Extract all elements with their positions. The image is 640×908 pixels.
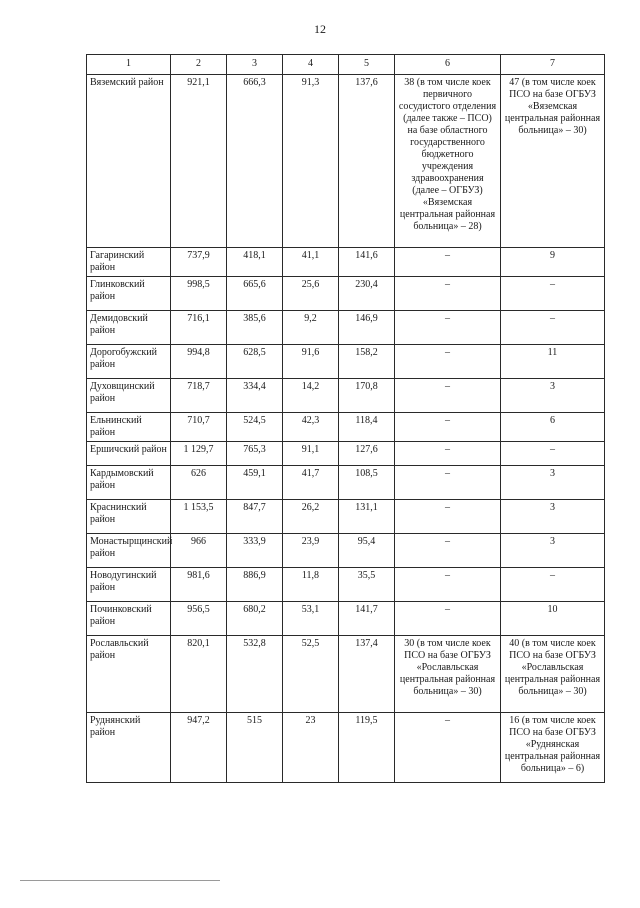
beds-cell-7: 3 (501, 500, 605, 534)
value-cell-5: 131,1 (339, 500, 395, 534)
district-name-cell: Гагаринский район (87, 248, 171, 277)
table-row (87, 442, 605, 466)
value-cell-3: 847,7 (227, 500, 283, 534)
value-cell-5: 118,4 (339, 413, 395, 442)
beds-cell-7: – (501, 442, 605, 466)
value-cell-3: 666,3 (227, 75, 283, 248)
value-cell-2: 998,5 (171, 277, 227, 311)
value-cell-5: 141,6 (339, 248, 395, 277)
table-row (87, 713, 605, 783)
value-cell-5: 141,7 (339, 602, 395, 636)
value-cell-3: 515 (227, 713, 283, 783)
table-row (87, 311, 605, 345)
value-cell-5: 127,6 (339, 442, 395, 466)
beds-cell-6: – (395, 379, 501, 413)
district-name-cell: Краснинский район (87, 500, 171, 534)
value-cell-3: 334,4 (227, 379, 283, 413)
beds-cell-7: 9 (501, 248, 605, 277)
beds-cell-6: – (395, 500, 501, 534)
district-name-cell: Демидовский район (87, 311, 171, 345)
value-cell-4: 91,1 (283, 442, 339, 466)
beds-cell-7: 3 (501, 466, 605, 500)
value-cell-5: 119,5 (339, 713, 395, 783)
column-header-1: 1 (87, 55, 171, 75)
district-name-cell: Починковский район (87, 602, 171, 636)
district-name-cell: Рославльский район (87, 636, 171, 713)
beds-cell-7: 3 (501, 379, 605, 413)
beds-cell-6: – (395, 413, 501, 442)
value-cell-4: 23 (283, 713, 339, 783)
value-cell-5: 95,4 (339, 534, 395, 568)
column-header-7: 7 (501, 55, 605, 75)
column-header-2: 2 (171, 55, 227, 75)
table-row (87, 248, 605, 277)
value-cell-5: 35,5 (339, 568, 395, 602)
beds-cell-7: 10 (501, 602, 605, 636)
value-cell-4: 14,2 (283, 379, 339, 413)
value-cell-5: 137,6 (339, 75, 395, 248)
value-cell-3: 628,5 (227, 345, 283, 379)
beds-cell-7: 16 (в том числе коек ПСО на базе ОГБУЗ «Руднянская центральная районная больница» – 6) (501, 713, 605, 783)
beds-cell-6: – (395, 442, 501, 466)
district-name-cell: Руднянский район (87, 713, 171, 783)
beds-cell-7: 3 (501, 534, 605, 568)
value-cell-2: 716,1 (171, 311, 227, 345)
value-cell-5: 230,4 (339, 277, 395, 311)
value-cell-5: 158,2 (339, 345, 395, 379)
beds-cell-6: 38 (в том числе коек первичного сосудистого отделения (далее также – ПСО) на базе областного государственного бюджетного учреждения здравоохранения (далее – ОГБУЗ) «Вяземская центральная районная больница» – 28) (395, 75, 501, 248)
value-cell-4: 25,6 (283, 277, 339, 311)
value-cell-2: 1 129,7 (171, 442, 227, 466)
beds-cell-6: – (395, 602, 501, 636)
value-cell-4: 91,3 (283, 75, 339, 248)
value-cell-2: 626 (171, 466, 227, 500)
table-row (87, 413, 605, 442)
beds-cell-6: – (395, 311, 501, 345)
column-header-3: 3 (227, 55, 283, 75)
beds-cell-7: 6 (501, 413, 605, 442)
value-cell-5: 170,8 (339, 379, 395, 413)
value-cell-3: 886,9 (227, 568, 283, 602)
table-row (87, 466, 605, 500)
value-cell-2: 820,1 (171, 636, 227, 713)
table-row (87, 568, 605, 602)
value-cell-3: 680,2 (227, 602, 283, 636)
table-row (87, 636, 605, 713)
value-cell-4: 52,5 (283, 636, 339, 713)
table-row (87, 379, 605, 413)
value-cell-2: 994,8 (171, 345, 227, 379)
beds-cell-7: 47 (в том числе коек ПСО на базе ОГБУЗ «Вяземская центральная районная больница» – 30) (501, 75, 605, 248)
value-cell-3: 333,9 (227, 534, 283, 568)
district-name-cell: Ершичский район (87, 442, 171, 466)
value-cell-5: 137,4 (339, 636, 395, 713)
footer-divider (20, 880, 220, 881)
value-cell-3: 665,6 (227, 277, 283, 311)
beds-cell-7: – (501, 277, 605, 311)
district-name-cell: Дорогобужский район (87, 345, 171, 379)
beds-cell-6: – (395, 713, 501, 783)
beds-cell-7: – (501, 311, 605, 345)
table-row (87, 277, 605, 311)
page-number: 12 (314, 22, 326, 36)
district-name-cell: Монастырщинский район (87, 534, 171, 568)
value-cell-2: 981,6 (171, 568, 227, 602)
value-cell-4: 41,1 (283, 248, 339, 277)
value-cell-4: 9,2 (283, 311, 339, 345)
district-name-cell: Глинковский район (87, 277, 171, 311)
district-name-cell: Вяземский район (87, 75, 171, 248)
value-cell-3: 418,1 (227, 248, 283, 277)
district-beds-table (86, 54, 605, 783)
district-name-cell: Кардымовский район (87, 466, 171, 500)
value-cell-3: 765,3 (227, 442, 283, 466)
table-row (87, 500, 605, 534)
value-cell-2: 921,1 (171, 75, 227, 248)
district-name-cell: Духовщинский район (87, 379, 171, 413)
value-cell-5: 146,9 (339, 311, 395, 345)
value-cell-4: 53,1 (283, 602, 339, 636)
value-cell-2: 718,7 (171, 379, 227, 413)
beds-cell-6: – (395, 466, 501, 500)
beds-cell-6: – (395, 277, 501, 311)
value-cell-4: 26,2 (283, 500, 339, 534)
value-cell-4: 41,7 (283, 466, 339, 500)
beds-cell-6: – (395, 345, 501, 379)
value-cell-3: 459,1 (227, 466, 283, 500)
beds-cell-7: – (501, 568, 605, 602)
table-row (87, 75, 605, 248)
value-cell-4: 42,3 (283, 413, 339, 442)
beds-cell-6: 30 (в том числе коек ПСО на базе ОГБУЗ «Рославльская центральная районная больница» – 30) (395, 636, 501, 713)
table-row (87, 534, 605, 568)
value-cell-2: 947,2 (171, 713, 227, 783)
value-cell-2: 956,5 (171, 602, 227, 636)
value-cell-5: 108,5 (339, 466, 395, 500)
value-cell-2: 966 (171, 534, 227, 568)
column-header-6: 6 (395, 55, 501, 75)
table-header-row (87, 55, 605, 75)
beds-cell-6: – (395, 534, 501, 568)
district-name-cell: Новодугинский район (87, 568, 171, 602)
district-name-cell: Ельнинский район (87, 413, 171, 442)
beds-cell-7: 40 (в том числе коек ПСО на базе ОГБУЗ «Рославльская центральная районная больница» – 30) (501, 636, 605, 713)
beds-cell-6: – (395, 568, 501, 602)
value-cell-2: 1 153,5 (171, 500, 227, 534)
value-cell-3: 524,5 (227, 413, 283, 442)
value-cell-4: 23,9 (283, 534, 339, 568)
value-cell-2: 710,7 (171, 413, 227, 442)
beds-cell-6: – (395, 248, 501, 277)
table-row (87, 602, 605, 636)
value-cell-2: 737,9 (171, 248, 227, 277)
column-header-5: 5 (339, 55, 395, 75)
table-row (87, 345, 605, 379)
value-cell-3: 385,6 (227, 311, 283, 345)
column-header-4: 4 (283, 55, 339, 75)
beds-cell-7: 11 (501, 345, 605, 379)
value-cell-4: 91,6 (283, 345, 339, 379)
value-cell-3: 532,8 (227, 636, 283, 713)
value-cell-4: 11,8 (283, 568, 339, 602)
